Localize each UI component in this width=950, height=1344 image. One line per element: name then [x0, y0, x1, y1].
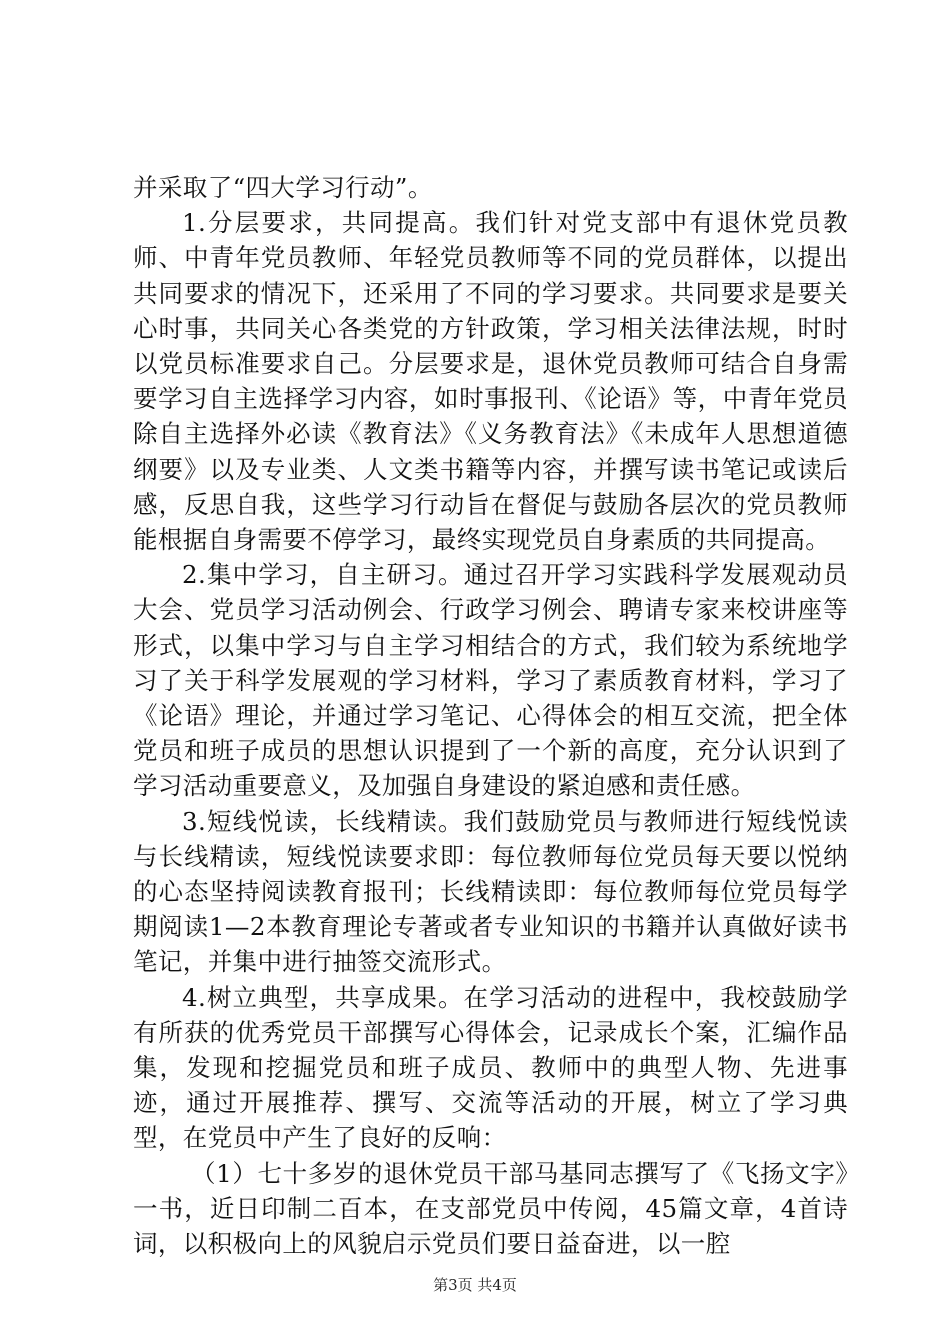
page-number-footer: 第3页 共4页	[433, 1276, 517, 1294]
paragraph-intro-tail: 并采取了“四大学习行动”。	[133, 173, 433, 202]
paragraph-item-3: 3.短线悦读，长线精读。我们鼓励党员与教师进行短线悦读与长线精读，短线悦读要求即：每位教师每位党员每天要以悦纳的心态坚持阅读教育报刊；长线精读即：每位教师每位党员每学期阅读1—2本教育理论专著或者专业知识的书籍并认真做好读书笔记，并集中进行抽签交流形式。	[133, 806, 848, 977]
paragraph-subitem-1: （1）七十多岁的退休党员干部马基同志撰写了《飞扬文字》一书，近日印制二百本，在支部党员中传阅，45篇文章，4首诗词，以积极向上的风貌启示党员们要日益奋进，以一腔	[133, 1158, 848, 1259]
paragraph-item-2: 2.集中学习，自主研习。通过召开学习实践科学发展观动员大会、党员学习活动例会、行政学习例会、聘请专家来校讲座等形式，以集中学习与自主学习相结合的方式，我们较为系统地学习了关于科学发展观的学习材料，学习了素质教育材料，学习了《论语》理论，并通过学习笔记、心得体会的相互交流，把全体党员和班子成员的思想认识提到了一个新的高度，充分认识到了学习活动重要意义，及加强自身建设的紧迫感和责任感。	[133, 560, 848, 801]
document-body	[133, 170, 848, 1261]
paragraph-item-1: 1.分层要求，共同提高。我们针对党支部中有退休党员教师、中青年党员教师、年轻党员教师等不同的党员群体，以提出共同要求的情况下，还采用了不同的学习要求。共同要求是要关心时事，共同关心各类党的方针政策，学习相关法律法规，时时以党员标准要求自己。分层要求是，退休党员教师可结合自身需要学习自主选择学习内容，如时事报刊、《论语》等，中青年党员除自主选择外必读《教育法》《义务教育法》《未成年人思想道德纲要》以及专业类、人文类书籍等内容，并撰写读书笔记或读后感，反思自我，这些学习行动旨在督促与鼓励各层次的党员教师能根据自身需要不停学习，最终实现党员自身素质的共同提高。	[133, 208, 848, 555]
paragraph-item-4: 4.树立典型，共享成果。在学习活动的进程中，我校鼓励学有所获的优秀党员干部撰写心得体会，记录成长个案，汇编作品集，发现和挖掘党员和班子成员、教师中的典型人物、先进事迹，通过开展推荐、撰写、交流等活动的开展，树立了学习典型，在党员中产生了良好的反响：	[133, 982, 848, 1153]
